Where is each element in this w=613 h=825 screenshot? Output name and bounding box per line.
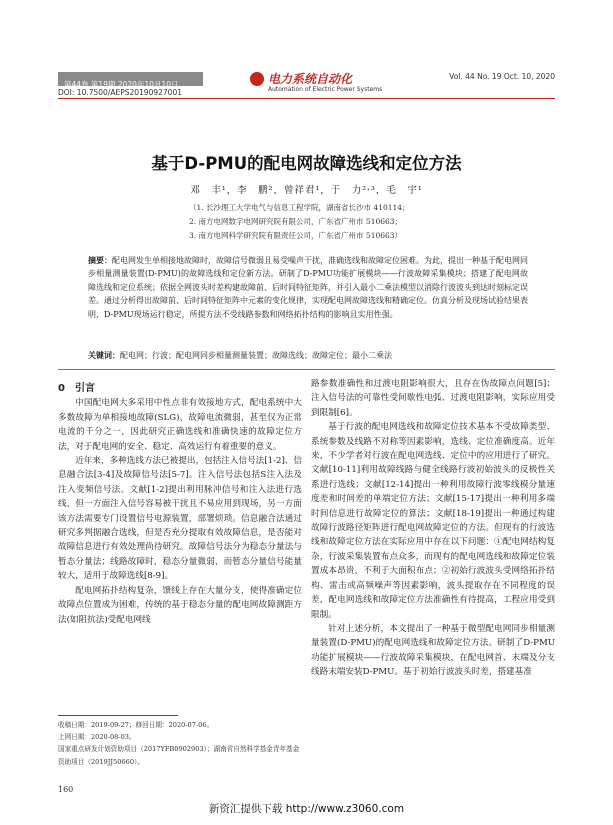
paper-title: 基于D-PMU的配电网故障选线和定位方法	[151, 154, 462, 173]
paragraph: 针对上述分析，本文提出了一种基于微型配电网同步相量测量装置(D-PMU)的配电网选线和故障定位方法。研制了D-PMU功能扩展模块——行波故障采集模块，在配电网首、末端及分支线路末端安装D-PMU。基于初始行波波头时差，搭建基准	[311, 623, 555, 678]
footnotes	[58, 719, 302, 768]
volume-info: Vol. 44 No. 19 Oct. 10, 2020	[449, 72, 555, 81]
left-column	[58, 382, 302, 627]
section-heading: 0 引言	[58, 383, 95, 394]
section-divider	[58, 369, 555, 370]
right-column	[311, 377, 555, 680]
journal-title-cn: 电力系统自动化	[268, 72, 353, 86]
affiliation-3: 3. 南方电网科学研究院有限责任公司，广东省广州市 510663）	[189, 231, 403, 240]
footnote-funding: 国家重点研发计划资助项目（2017YFB0902903）；湖南省自然科学基金青年基金资助项目（2019JJ50660）。	[58, 745, 300, 766]
affiliation-2: 2. 南方电网数字电网研究院有限公司，广东省广州市 510663；	[189, 217, 403, 226]
footnote-online: 上网日期：2020-08-03。	[58, 733, 136, 742]
paragraph: 路参数准确性和过渡电阻影响很大，且存在伪故障点问题[5]；注入信号法的可靠性受间歇性电弧、过渡电阻影响，实际应用受到限制[6]。	[311, 379, 555, 418]
authors: 邓 丰¹，李 鹏²，曾祥君¹，于 力²˒³，毛 宇¹	[190, 185, 423, 196]
issue-bar-text: 第44卷 第19期 2020年10月10日	[64, 80, 179, 89]
affiliation-1: （1. 长沙理工大学电气与信息工程学院，湖南省长沙市 410114；	[189, 203, 410, 212]
footnote-received: 收稿日期：2019-09-27；修回日期：2020-07-06。	[58, 721, 214, 729]
journal-logo-icon	[250, 72, 264, 86]
keywords-text: 配电网；行波；配电网同步相量测量装置；故障选线；故障定位；最小二乘法	[120, 351, 392, 360]
paragraph: 中国配电网大多采用中性点非有效接地方式，配电系统中大多数故障为单相接地故障(SLG)，故障电流微弱，甚至仅为正常电流的千分之一，因此研究正确选线和准确快速的故障定位方法，对于配电网的安全、稳定、高效运行有着重要的意义。	[58, 398, 302, 452]
issue-bar	[58, 72, 203, 89]
header-rule	[58, 98, 555, 99]
abstract	[88, 254, 528, 321]
abstract-label: 摘要：	[88, 256, 112, 265]
paragraph: 基于行波的配电网选线和故障定位技术基本不受故障类型、系统参数及线路不对称等因素影响，选线、定位准确度高。近年来，不少学者对行波在配电网选线、定位中的应用进行了研究。文献[10-11]利用故障线路与健全线路行波初始波头的反极性关系进行选线；文献[12-14]提出一种利用故障行波零线模分量速度差和时间差的单端定位方法；文献[15-17]提出一种利用多端时间信息进行故障定位的算法；文献[18-19]提出一种通过构建故障行波路径矩阵进行配电网故障定位的方法。但现有的行波选线和故障定位方法在实际应用中存在以下问题：①配电网结构复杂，行波采集装置布点众多，而现有的配电网选线和故障定位装置成本昂贵，不利于大面积布点；②初始行波波头受网络拓扑结构、雷击或高频噪声等因素影响，波头提取存在不同程度的误差，配电网选线和故障定位方法准确性有待提高，工程应用受到限制。	[311, 422, 555, 620]
footnote-rule	[58, 715, 178, 716]
paragraph: 近年来，多种选线方法已被提出，包括注入信号法[1-2]、信息融合法[3-4]及故障信号法[5-7]。注入信号法包括S注入法及注入变频信号法。文献[1-2]提出利用脉冲信号和注入法进行选线，但一方面注入信号容易被干扰且不易应用到现场，另一方面该方法需要专门设置信号电源装置，部署烦琐。信息融合法通过研究多判据融合选线，但是否充分提取有效故障信息，是否能对故障信息进行有效处理尚待研究。故障信号法分为稳态分量法与暂态分量法；线路故障时，稳态分量微弱，而暂态分量信号能量较大，适用于故障选线[8-9]。	[58, 456, 302, 582]
doi: DOI: 10.7500/AEPS20190927001	[58, 88, 182, 97]
abstract-text: 配电网发生单相接地故障时，故障信号微弱且易受噪声干扰，准确选线和故障定位困难。为此，提出一种基于配电网同步相量测量装置(D-PMU)的故障选线和定位新方法。研制了D-PMU功能扩展模块——行波故障采集模块；搭建了配电网故障选线和定位系统；依据全网波头时差构建故障前、后时间特征矩阵，并引入最小二乘法模型以消除行波波头到达时刻标定误差。通过分析得出故障前、后时间特征矩阵中元素的变化规律，实现配电网故障选线和精确定位。仿真分析及现场试验结果表明，D-PMU现场运行稳定，所提方法不受线路参数和网络拓扑结构的影响且实用性强。	[88, 256, 528, 319]
paragraph: 配电网拓扑结构复杂，馈线上存在大量分支，使得准确定位故障点位置成为困难，传统的基于稳态分量的配电网故障测距方法(如阻抗法)受配电网线	[58, 585, 302, 625]
page-number: 160	[58, 785, 74, 794]
keywords-label: 关键词：	[88, 351, 120, 360]
download-watermark: 新资汇提供下载 http://www.z3060.com	[208, 803, 405, 815]
keywords	[88, 350, 528, 361]
journal-title-en: Automation of Electric Power Systems	[268, 86, 383, 93]
